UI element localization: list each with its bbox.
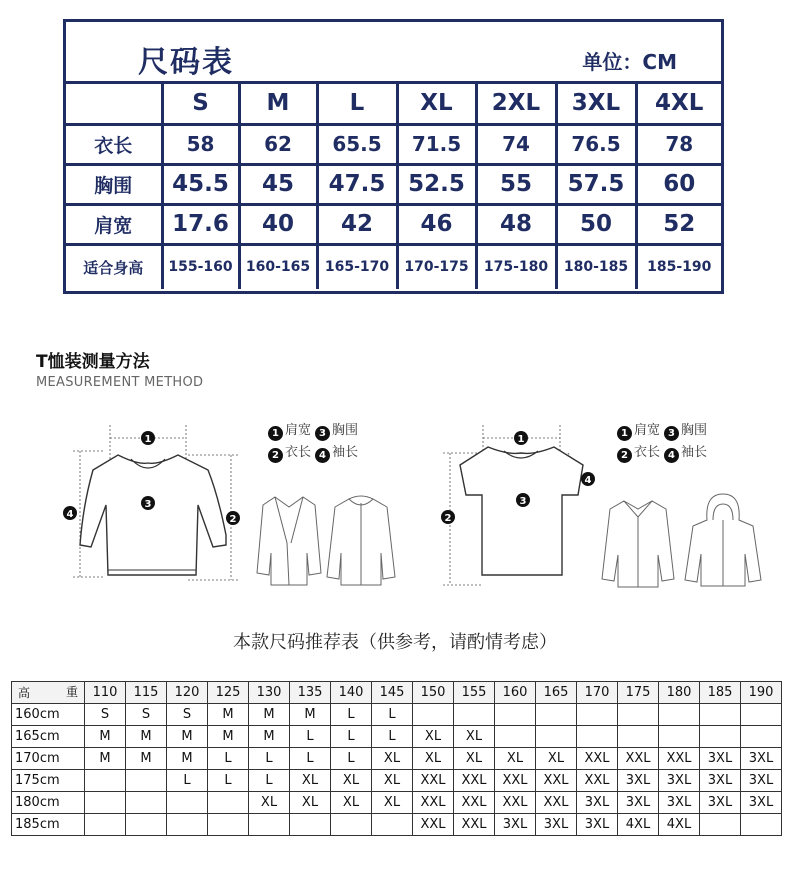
size-recommend-cell xyxy=(495,726,536,748)
weight-header-cell: 155 xyxy=(454,682,495,704)
size-recommend-cell: 3XL xyxy=(618,792,659,814)
size-recommend-cell: 3XL xyxy=(741,748,782,770)
legend-text: 肩宽 xyxy=(634,423,661,438)
size-recommend-cell: XXL xyxy=(536,792,577,814)
size-recommend-cell: M xyxy=(126,748,167,770)
size-recommend-cell: M xyxy=(85,748,126,770)
size-recommend-cell xyxy=(495,704,536,726)
size-recommend-cell xyxy=(577,726,618,748)
corner-height-label: 高 xyxy=(18,686,31,700)
size-recommend-cell xyxy=(208,814,249,836)
size-recommend-cell: XXL xyxy=(577,748,618,770)
weight-header-cell: 160 xyxy=(495,682,536,704)
size-recommend-cell: M xyxy=(208,704,249,726)
size-header-empty xyxy=(66,84,162,124)
size-recommend-cell xyxy=(126,792,167,814)
size-row-shoulder xyxy=(66,204,721,244)
size-recommend-cell: L xyxy=(331,748,372,770)
size-recommend-cell: M xyxy=(290,704,331,726)
svg-text:4: 4 xyxy=(584,475,592,486)
row-label: 适合身高 xyxy=(66,244,162,289)
size-header-cell: S xyxy=(162,84,239,124)
height-label: 160cm xyxy=(12,704,85,726)
size-recommend-cell: XL xyxy=(249,792,290,814)
size-recommend-cell: XXL xyxy=(454,770,495,792)
weight-header-cell: 120 xyxy=(167,682,208,704)
size-cell: 52 xyxy=(636,204,721,244)
size-cell: 170-175 xyxy=(397,244,476,289)
long-sleeve-shirt-illustration xyxy=(58,425,248,595)
legend-right xyxy=(617,420,711,464)
legend-text: 衣长 xyxy=(634,445,661,460)
size-recommend-cell: 3XL xyxy=(659,792,700,814)
weight-header-cell: 175 xyxy=(618,682,659,704)
size-chart xyxy=(63,19,724,294)
size-recommend-cell: XL xyxy=(372,770,413,792)
size-table xyxy=(66,84,721,289)
size-recommend-cell: 3XL xyxy=(618,770,659,792)
legend-number: 4 xyxy=(315,448,330,463)
size-recommend-cell: XXL xyxy=(413,814,454,836)
legend-number: 3 xyxy=(315,426,330,441)
size-cell: 48 xyxy=(476,204,556,244)
size-row-height xyxy=(66,244,721,289)
recommend-table xyxy=(11,681,782,836)
size-header-cell: L xyxy=(317,84,397,124)
recommend-title: 本款尺码推荐表（供参考，请酌情考虑） xyxy=(233,632,557,653)
size-recommend-cell: S xyxy=(85,704,126,726)
size-recommend-cell: 4XL xyxy=(618,814,659,836)
size-recommend-cell xyxy=(331,814,372,836)
size-cell: 175-180 xyxy=(476,244,556,289)
size-recommend-cell xyxy=(85,792,126,814)
svg-text:1: 1 xyxy=(517,434,525,445)
svg-text:3: 3 xyxy=(519,496,527,507)
size-recommend-cell: S xyxy=(126,704,167,726)
height-label: 170cm xyxy=(12,748,85,770)
size-recommend-cell xyxy=(659,704,700,726)
size-recommend-cell: XXL xyxy=(577,770,618,792)
size-recommend-cell: XL xyxy=(290,770,331,792)
legend-number: 4 xyxy=(664,448,679,463)
size-cell: 42 xyxy=(317,204,397,244)
svg-text:2: 2 xyxy=(229,514,237,525)
size-cell: 76.5 xyxy=(556,124,636,164)
corner-cell xyxy=(12,682,85,704)
weight-header-cell: 170 xyxy=(577,682,618,704)
size-recommend-cell: L xyxy=(249,748,290,770)
size-recommend-cell: L xyxy=(208,748,249,770)
size-recommend-cell: XL xyxy=(413,726,454,748)
size-recommend-cell: XL xyxy=(495,748,536,770)
size-chart-title: 尺码表 xyxy=(138,45,234,80)
size-recommend-cell: 3XL xyxy=(577,814,618,836)
svg-text:1: 1 xyxy=(144,434,152,445)
size-recommend-cell xyxy=(85,770,126,792)
size-recommend-cell: XXL xyxy=(413,792,454,814)
size-recommend-cell: XXL xyxy=(495,792,536,814)
table-row xyxy=(12,726,782,748)
size-recommend-cell: L xyxy=(290,726,331,748)
table-row xyxy=(12,792,782,814)
size-recommend-cell: L xyxy=(372,704,413,726)
size-cell: 50 xyxy=(556,204,636,244)
size-recommend-cell: XL xyxy=(372,748,413,770)
size-cell: 185-190 xyxy=(636,244,721,289)
size-recommend-cell: L xyxy=(167,770,208,792)
legend-text: 肩宽 xyxy=(285,423,312,438)
size-recommend-cell: XL xyxy=(331,770,372,792)
size-recommend-cell: 3XL xyxy=(536,814,577,836)
zip-jacket-sketch xyxy=(325,493,397,588)
size-recommend-cell: 3XL xyxy=(495,814,536,836)
size-recommend-cell: M xyxy=(249,726,290,748)
size-recommend-cell: 3XL xyxy=(741,792,782,814)
size-cell: 74 xyxy=(476,124,556,164)
size-recommend-cell: XL xyxy=(372,792,413,814)
legend-text: 袖长 xyxy=(681,445,708,460)
svg-text:2: 2 xyxy=(444,513,452,524)
size-recommend-cell xyxy=(85,814,126,836)
weight-header-cell: 130 xyxy=(249,682,290,704)
weight-header-cell: 165 xyxy=(536,682,577,704)
size-recommend-cell xyxy=(577,704,618,726)
table-row xyxy=(12,748,782,770)
weight-header-cell: 110 xyxy=(85,682,126,704)
size-recommend-cell xyxy=(700,726,741,748)
method-subtitle: MEASUREMENT METHOD xyxy=(36,375,204,390)
size-recommend-cell xyxy=(536,726,577,748)
legend-text: 袖长 xyxy=(332,445,359,460)
size-cell: 45 xyxy=(239,164,317,204)
size-recommend-cell xyxy=(700,704,741,726)
size-cell: 47.5 xyxy=(317,164,397,204)
height-label: 180cm xyxy=(12,792,85,814)
weight-header-cell: 135 xyxy=(290,682,331,704)
size-recommend-cell xyxy=(700,814,741,836)
size-recommend-cell: L xyxy=(372,726,413,748)
size-cell: 78 xyxy=(636,124,721,164)
weight-header-cell: 125 xyxy=(208,682,249,704)
size-recommend-cell: 3XL xyxy=(700,748,741,770)
size-recommend-cell: M xyxy=(167,748,208,770)
legend-text: 胸围 xyxy=(681,423,708,438)
weight-header-cell: 180 xyxy=(659,682,700,704)
size-recommend-cell xyxy=(208,792,249,814)
size-recommend-cell: L xyxy=(331,726,372,748)
size-cell: 55 xyxy=(476,164,556,204)
size-recommend-cell: 3XL xyxy=(700,770,741,792)
svg-text:3: 3 xyxy=(144,499,152,510)
size-cell: 71.5 xyxy=(397,124,476,164)
legend-text: 衣长 xyxy=(285,445,312,460)
size-cell: 155-160 xyxy=(162,244,239,289)
size-recommend-cell: XXL xyxy=(454,814,495,836)
size-recommend-cell: M xyxy=(85,726,126,748)
size-recommend-cell xyxy=(126,770,167,792)
size-recommend-cell xyxy=(454,704,495,726)
size-recommend-cell: XXL xyxy=(495,770,536,792)
size-recommend-cell xyxy=(741,814,782,836)
shirt-sketch xyxy=(598,495,678,590)
size-recommend-cell: L xyxy=(331,704,372,726)
table-row xyxy=(12,814,782,836)
height-label: 185cm xyxy=(12,814,85,836)
size-cell: 52.5 xyxy=(397,164,476,204)
size-cell: 60 xyxy=(636,164,721,204)
size-cell: 58 xyxy=(162,124,239,164)
size-recommend-cell xyxy=(167,814,208,836)
size-recommend-cell xyxy=(126,814,167,836)
legend-number: 2 xyxy=(268,448,283,463)
size-recommend-cell: XL xyxy=(331,792,372,814)
size-recommend-cell: 3XL xyxy=(700,792,741,814)
short-sleeve-shirt-illustration xyxy=(438,425,608,595)
size-cell: 180-185 xyxy=(556,244,636,289)
size-recommend-cell: M xyxy=(208,726,249,748)
row-label: 肩宽 xyxy=(66,204,162,244)
size-cell: 165-170 xyxy=(317,244,397,289)
size-recommend-cell: 4XL xyxy=(659,814,700,836)
size-cell: 160-165 xyxy=(239,244,317,289)
height-label: 165cm xyxy=(12,726,85,748)
size-recommend-cell xyxy=(372,814,413,836)
size-recommend-cell: XXL xyxy=(659,748,700,770)
weight-header-cell: 185 xyxy=(700,682,741,704)
size-recommend-cell: XXL xyxy=(536,770,577,792)
size-cell: 57.5 xyxy=(556,164,636,204)
size-recommend-cell xyxy=(536,704,577,726)
size-recommend-cell xyxy=(618,704,659,726)
size-header-cell: 3XL xyxy=(556,84,636,124)
weight-header-cell: 145 xyxy=(372,682,413,704)
height-label: 175cm xyxy=(12,770,85,792)
legend-number: 2 xyxy=(617,448,632,463)
size-row-length xyxy=(66,124,721,164)
table-row xyxy=(12,770,782,792)
size-cell: 46 xyxy=(397,204,476,244)
size-recommend-cell: XXL xyxy=(413,770,454,792)
size-recommend-cell: XL xyxy=(536,748,577,770)
size-recommend-cell xyxy=(741,726,782,748)
size-recommend-cell: XL xyxy=(413,748,454,770)
size-cell: 40 xyxy=(239,204,317,244)
weight-header-row xyxy=(12,682,782,704)
size-recommend-cell: 3XL xyxy=(577,792,618,814)
size-recommend-cell xyxy=(659,726,700,748)
size-cell: 17.6 xyxy=(162,204,239,244)
size-recommend-cell xyxy=(618,726,659,748)
size-recommend-cell: L xyxy=(208,770,249,792)
size-chart-header xyxy=(66,22,721,84)
method-title: T恤装测量方法 xyxy=(36,352,150,372)
size-recommend-cell: M xyxy=(167,726,208,748)
table-row xyxy=(12,704,782,726)
size-header-cell: 4XL xyxy=(636,84,721,124)
size-header-cell: M xyxy=(239,84,317,124)
svg-text:4: 4 xyxy=(66,509,74,520)
size-recommend-cell: M xyxy=(126,726,167,748)
size-chart-unit: 单位：CM xyxy=(582,50,677,74)
size-header-cell: XL xyxy=(397,84,476,124)
row-label: 衣长 xyxy=(66,124,162,164)
size-recommend-cell: 3XL xyxy=(741,770,782,792)
size-recommend-cell: S xyxy=(167,704,208,726)
row-label: 胸围 xyxy=(66,164,162,204)
size-recommend-cell: XL xyxy=(454,726,495,748)
size-recommend-cell: XL xyxy=(290,792,331,814)
size-recommend-cell: L xyxy=(290,748,331,770)
weight-header-cell: 190 xyxy=(741,682,782,704)
size-header-row xyxy=(66,84,721,124)
size-recommend-cell: XXL xyxy=(618,748,659,770)
size-cell: 65.5 xyxy=(317,124,397,164)
legend-number: 1 xyxy=(617,426,632,441)
size-recommend-cell: XL xyxy=(454,748,495,770)
weight-header-cell: 115 xyxy=(126,682,167,704)
size-recommend-cell: M xyxy=(249,704,290,726)
legend-number: 3 xyxy=(664,426,679,441)
size-recommend-cell xyxy=(290,814,331,836)
size-recommend-cell xyxy=(167,792,208,814)
suit-jacket-sketch xyxy=(253,493,325,588)
legend-left xyxy=(268,420,362,464)
legend-text: 胸围 xyxy=(332,423,359,438)
size-cell: 45.5 xyxy=(162,164,239,204)
size-cell: 62 xyxy=(239,124,317,164)
weight-header-cell: 150 xyxy=(413,682,454,704)
size-recommend-cell xyxy=(413,704,454,726)
size-recommend-cell xyxy=(741,704,782,726)
size-recommend-cell xyxy=(249,814,290,836)
corner-weight-label: 重 xyxy=(65,685,78,699)
legend-number: 1 xyxy=(268,426,283,441)
size-row-chest xyxy=(66,164,721,204)
weight-header-cell: 140 xyxy=(331,682,372,704)
hoodie-sketch xyxy=(683,490,763,590)
size-recommend-cell: L xyxy=(249,770,290,792)
size-recommend-cell: 3XL xyxy=(659,770,700,792)
size-header-cell: 2XL xyxy=(476,84,556,124)
size-recommend-cell: XXL xyxy=(454,792,495,814)
